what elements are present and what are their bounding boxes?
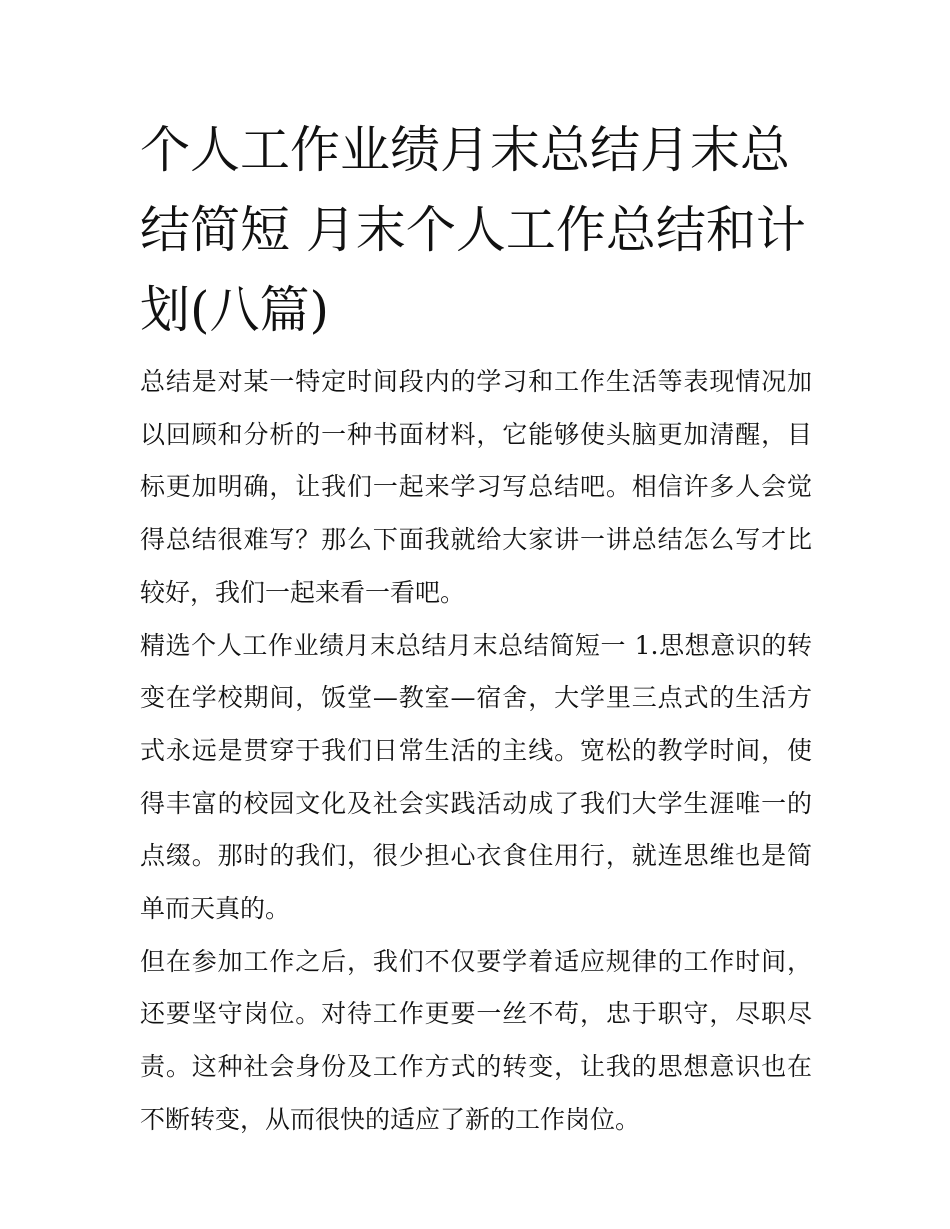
- document-title: 个人工作业绩月末总结月末总结简短 月末个人工作总结和计划(八篇): [140, 121, 806, 339]
- section-one-paragraph: 精选个人工作业绩月末总结月末总结简短一 1.思想意识的转变在学校期间，饭堂—教室—宿舍，大学里三点式的生活方式永远是贯穿于我们日常生活的主线。宽松的教学时间，使得丰富的校园文化及社会实践活动成了我们大学生涯唯一的点缀。那时的我们，很少担心衣食住用行，就连思维也是简单而天真的。: [140, 630, 812, 924]
- document-body: [140, 356, 812, 1147]
- closing-paragraph: 但在参加工作之后，我们不仅要学着适应规律的工作时间，还要坚守岗位。对待工作更要一丝不苟，忠于职守，尽职尽责。这种社会身份及工作方式的转变，让我的思想意识也在不断转变，从而很快的适应了新的工作岗位。: [140, 946, 812, 1134]
- intro-paragraph: 总结是对某一特定时间段内的学习和工作生活等表现情况加以回顾和分析的一种书面材料，它能够使头脑更加清醒，目标更加明确，让我们一起来学习写总结吧。相信许多人会觉得总结很难写？那么下面我就给大家讲一讲总结怎么写才比较好，我们一起来看一看吧。: [140, 367, 812, 607]
